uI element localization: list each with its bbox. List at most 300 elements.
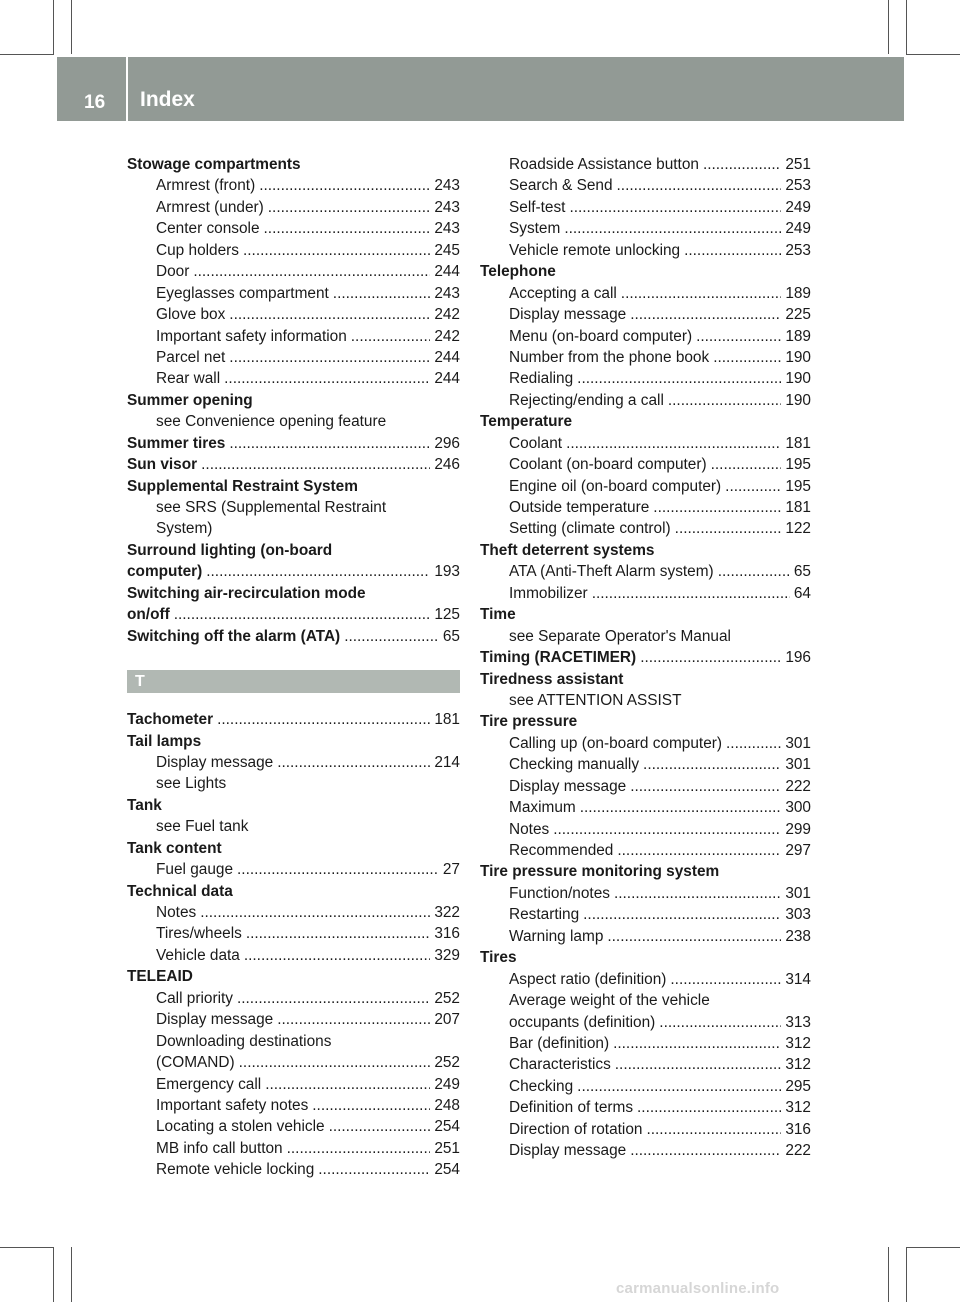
dot-leader [607,926,781,947]
entry-term: Armrest (under) [156,198,264,216]
index-subentry [127,283,460,304]
page-reference: 189 [785,327,811,345]
entry-term: Remote vehicle locking [156,1161,315,1179]
index-subentry [480,797,811,818]
dot-leader [239,1052,431,1073]
index-subentry [127,1031,460,1052]
dot-leader [312,1095,430,1116]
index-subentry [127,773,460,794]
index-entry [127,881,460,902]
entry-term: Telephone [480,263,556,281]
index-entry [127,838,460,859]
page-reference: 313 [785,1013,811,1031]
entry-term: Locating a stolen vehicle [156,1118,325,1136]
entry-term: Characteristics [509,1056,611,1074]
index-entry [480,261,811,282]
entry-term: Tires [480,949,517,967]
index-entry [480,604,811,625]
page-reference: 125 [434,606,460,624]
dot-leader [614,883,781,904]
dot-leader [615,1054,782,1075]
entry-term: Call priority [156,989,233,1007]
index-subentry [127,902,460,923]
entry-term: see SRS (Supplemental Restraint [156,499,387,516]
dot-leader [200,902,430,923]
index-entry [480,861,811,882]
page-reference: 249 [785,220,811,238]
index-entry [127,390,460,411]
index-subentry [127,197,460,218]
dot-leader [237,988,430,1009]
index-entry [127,454,460,475]
entry-term: Search & Send [509,177,613,195]
index-subentry [480,326,811,347]
entry-term: Tires/wheels [156,925,242,943]
index-subentry [480,690,811,711]
entry-term: (COMAND) [156,1054,235,1072]
dot-leader [583,904,781,925]
index-subentry [480,454,811,475]
dot-leader [643,754,781,775]
dot-leader [243,240,430,261]
page-reference: 189 [785,284,811,302]
dot-leader [564,218,781,239]
page-reference: 252 [434,1054,460,1072]
index-subentry [127,816,460,837]
entry-term: Surround lighting (on-board [127,541,333,559]
index-subentry [127,411,460,432]
entry-term: Bar (definition) [509,1034,610,1052]
page-reference: 251 [434,1139,460,1157]
crop-mark [53,1247,54,1302]
entry-term: Display message [509,306,627,324]
dot-leader [277,1009,430,1030]
index-subentry [480,819,811,840]
entry-term: TELEAID [127,968,193,986]
entry-term: System [509,220,561,238]
page-reference: 238 [785,927,811,945]
entry-term: Glove box [156,306,226,324]
entry-term: MB info call button [156,1139,283,1157]
index-subentry [480,175,811,196]
entry-term: Door [156,263,190,281]
page-reference: 122 [785,520,811,538]
index-subentry [127,1116,460,1137]
entry-term: Temperature [480,413,573,431]
index-subentry [480,433,811,454]
entry-term: Warning lamp [509,927,604,945]
page-reference: 64 [793,584,811,602]
entry-term: Coolant [509,434,563,452]
index-subentry [127,497,460,518]
entry-term: Tank content [127,839,222,857]
page-reference: 243 [434,284,460,302]
crop-mark [906,1247,907,1302]
index-subentry [127,240,460,261]
index-subentry [480,518,811,539]
index-subentry [127,218,460,239]
index-subentry [480,304,811,325]
index-entry [127,583,460,604]
letter-heading: T [127,670,460,693]
page-reference: 295 [785,1077,811,1095]
page-reference: 65 [442,627,460,645]
page-reference: 207 [434,1011,460,1029]
entry-term: Direction of rotation [509,1120,643,1138]
page-reference: 181 [785,499,811,516]
dot-leader [174,604,431,625]
index-subentry [127,518,460,539]
page-reference: 312 [785,1034,811,1052]
entry-term: Checking [509,1077,574,1095]
entry-term: Calling up (on-board computer) [509,734,723,752]
entry-term: Supplemental Restraint System [127,477,358,495]
crop-mark [888,1247,889,1302]
page-reference: 300 [785,799,811,817]
index-entry [127,966,460,987]
page-reference: 243 [434,220,460,238]
entry-term: Technical data [127,882,233,900]
page-reference: 243 [434,177,460,195]
index-subentry [480,1097,811,1118]
entry-term: Self-test [509,198,566,216]
page-reference: 252 [434,989,460,1007]
dot-leader [670,969,781,990]
page-reference: 312 [785,1056,811,1074]
entry-term: Tire pressure monitoring system [480,863,720,881]
page-reference: 244 [434,348,460,366]
index-entry [127,731,460,752]
entry-term: see Separate Operator's Manual [509,627,731,645]
entry-term: Important safety notes [156,1096,309,1114]
page-reference: 301 [785,884,811,902]
index-subentry [480,1119,811,1140]
dot-leader [351,326,431,347]
index-subentry [480,368,811,389]
dot-leader [229,304,430,325]
entry-term: Tire pressure [480,713,578,731]
entry-term: computer) [127,563,203,581]
page-reference: 253 [785,177,811,195]
index-entry [127,626,460,647]
index-subentry [480,1012,811,1033]
index-subentry [480,733,811,754]
entry-term: on/off [127,606,170,624]
index-entry [480,947,811,968]
page-reference: 316 [434,925,460,943]
index-entry [127,604,460,625]
crop-mark [0,1247,54,1248]
page-reference: 244 [434,263,460,281]
entry-term: Timing (RACETIMER) [480,649,637,667]
entry-term: Downloading destinations [156,1032,332,1050]
entry-term: Theft deterrent systems [480,541,655,559]
index-entry [480,711,811,732]
dot-leader [264,218,431,239]
entry-term: see Convenience opening feature [156,413,387,431]
crop-mark [53,0,54,54]
index-entry [127,540,460,561]
entry-term: Sun visor [127,456,198,474]
page-reference: 193 [434,563,460,581]
page-reference: 196 [785,649,811,667]
dot-leader [703,154,781,175]
entry-term: Notes [509,820,550,838]
index-subentry [127,347,460,368]
entry-term: Stowage compartments [127,156,301,173]
dot-leader [333,283,431,304]
page-reference: 296 [434,434,460,452]
entry-term: Setting (climate control) [509,520,671,538]
index-subentry [127,1138,460,1159]
page-reference: 242 [434,327,460,345]
page-reference: 27 [442,861,460,879]
index-subentry [480,347,811,368]
entry-term: Summer opening [127,391,253,409]
entry-term: Important safety information [156,327,347,345]
dot-leader [711,454,782,475]
entry-term: Coolant (on-board computer) [509,456,707,474]
dot-leader [566,433,781,454]
dot-leader [630,1140,781,1161]
page-reference: 225 [785,306,811,324]
page-reference: 301 [785,734,811,752]
watermark: carmanualsonline.info [616,1280,780,1297]
entry-term: Maximum [509,799,576,817]
page-reference: 190 [785,370,811,388]
entry-term: Rejecting/ending a call [509,391,664,409]
index-subentry [480,476,811,497]
entry-term: Function/notes [509,884,610,902]
page-reference: 242 [434,306,460,324]
index-subentry [127,988,460,1009]
entry-term: occupants (definition) [509,1013,656,1031]
dot-leader [613,1033,781,1054]
header-divider [126,57,128,121]
dot-leader [344,626,439,647]
crop-mark [71,1247,72,1302]
crop-mark [71,0,72,54]
entry-term: Parcel net [156,348,226,366]
crop-mark [906,54,960,55]
index-subentry [480,154,811,175]
crop-mark [888,0,889,54]
index-entry [127,795,460,816]
entry-term: Display message [156,753,274,771]
page-reference: 297 [785,842,811,859]
page-reference: 249 [785,198,811,216]
entry-term: Vehicle remote unlocking [509,241,681,259]
dot-leader [217,709,430,730]
index-entry [127,433,460,454]
section-title: Index [140,88,195,111]
entry-term: Average weight of the vehicle [509,992,710,1010]
page-reference: 245 [434,241,460,259]
page-reference: 301 [785,756,811,774]
index-entry [127,476,460,497]
index-entry [127,154,460,175]
dot-leader [287,1138,431,1159]
index-subentry [480,583,811,604]
dot-leader [553,819,781,840]
page-reference: 249 [434,1075,460,1093]
dot-leader [684,240,781,261]
index-subentry [127,752,460,773]
dot-leader [229,433,430,454]
dot-leader [592,583,790,604]
dot-leader [577,1076,781,1097]
index-subentry [480,840,811,861]
entry-term: Redialing [509,370,574,388]
dot-leader [265,1074,430,1095]
dot-leader [268,197,431,218]
index-column-left [127,154,460,1181]
index-subentry [480,969,811,990]
index-subentry [480,926,811,947]
entry-term: Eyeglasses compartment [156,284,329,302]
index-subentry [127,326,460,347]
index-subentry [480,626,811,647]
dot-leader [617,840,781,861]
page-reference: 253 [785,241,811,259]
index-column-right [480,154,811,1162]
page-reference: 222 [785,777,811,795]
dot-leader [630,304,781,325]
entry-term: Immobilizer [509,584,588,602]
dot-leader [659,1012,781,1033]
index-subentry [480,1140,811,1161]
dot-leader [569,197,781,218]
dot-leader [653,497,781,518]
entry-term: see Fuel tank [156,818,249,836]
index-subentry [480,218,811,239]
entry-term: Engine oil (on-board computer) [509,477,722,495]
index-entry [480,669,811,690]
dot-leader [201,454,430,475]
index-subentry [127,945,460,966]
dot-leader [713,347,781,368]
page-reference: 329 [434,946,460,964]
dot-leader [675,518,782,539]
dot-leader [329,1116,431,1137]
page-reference: 222 [785,1142,811,1160]
page-reference: 299 [785,820,811,838]
entry-term: Tiredness assistant [480,670,624,688]
dot-leader [193,261,430,282]
page-reference: 303 [785,906,811,924]
entry-term: Display message [509,1142,627,1160]
entry-term: Display message [156,1011,274,1029]
page-reference: 316 [785,1120,811,1138]
page-reference: 65 [793,563,811,581]
index-subentry [480,1076,811,1097]
dot-leader [229,347,430,368]
index-subentry [127,1052,460,1073]
dot-leader [725,476,781,497]
index-subentry [480,990,811,1011]
page-reference: 314 [785,970,811,988]
index-subentry [127,175,460,196]
dot-leader [646,1119,781,1140]
entry-term: Tachometer [127,711,214,729]
dot-leader [206,561,430,582]
dot-leader [617,175,782,196]
entry-term: Rear wall [156,370,221,388]
dot-leader [237,859,439,880]
dot-leader [726,733,781,754]
entry-term: Aspect ratio (definition) [509,970,667,988]
page-reference: 244 [434,370,460,388]
index-subentry [480,561,811,582]
index-subentry [127,923,460,944]
crop-mark [0,54,54,55]
page-reference: 251 [785,156,811,173]
page-reference: 195 [785,477,811,495]
dot-leader [718,561,790,582]
dot-leader [668,390,781,411]
page-reference: 248 [434,1096,460,1114]
entry-term: Switching off the alarm (ATA) [127,627,341,645]
dot-leader [580,797,782,818]
index-subentry [127,304,460,325]
dot-leader [259,175,430,196]
page-reference: 254 [434,1118,460,1136]
page-reference: 190 [785,348,811,366]
entry-term: Tank [127,796,162,814]
crop-mark [906,1247,960,1248]
page-reference: 181 [785,434,811,452]
index-entry [480,647,811,668]
entry-term: see ATTENTION ASSIST [509,691,682,709]
page-number: 16 [84,92,106,113]
entry-term: Recommended [509,842,614,859]
entry-term: Switching air-recirculation mode [127,584,366,602]
dot-leader [640,647,781,668]
index-subentry [480,776,811,797]
page-reference: 312 [785,1099,811,1117]
index-subentry [480,883,811,904]
dot-leader [630,776,781,797]
index-entry [127,561,460,582]
entry-term: Fuel gauge [156,861,234,879]
page-reference: 190 [785,391,811,409]
entry-term: Restarting [509,906,580,924]
page-reference: 214 [434,753,460,771]
entry-term: Emergency call [156,1075,262,1093]
dot-leader [318,1159,430,1180]
index-subentry [480,197,811,218]
entry-term: Accepting a call [509,284,617,302]
index-subentry [480,240,811,261]
entry-term: Notes [156,904,197,921]
dot-leader [224,368,430,389]
dot-leader [696,326,781,347]
index-entry [480,411,811,432]
page-reference: 243 [434,198,460,216]
entry-term: Vehicle data [156,946,240,964]
page-reference: 322 [434,904,460,921]
entry-term: Center console [156,220,260,238]
entry-term: Display message [509,777,627,795]
index-subentry [480,283,811,304]
index-entry [480,540,811,561]
index-subentry [480,1033,811,1054]
entry-term: Menu (on-board computer) [509,327,693,345]
index-subentry [127,1095,460,1116]
entry-term: Tail lamps [127,732,202,750]
dot-leader [277,752,430,773]
entry-term: Number from the phone book [509,348,710,366]
